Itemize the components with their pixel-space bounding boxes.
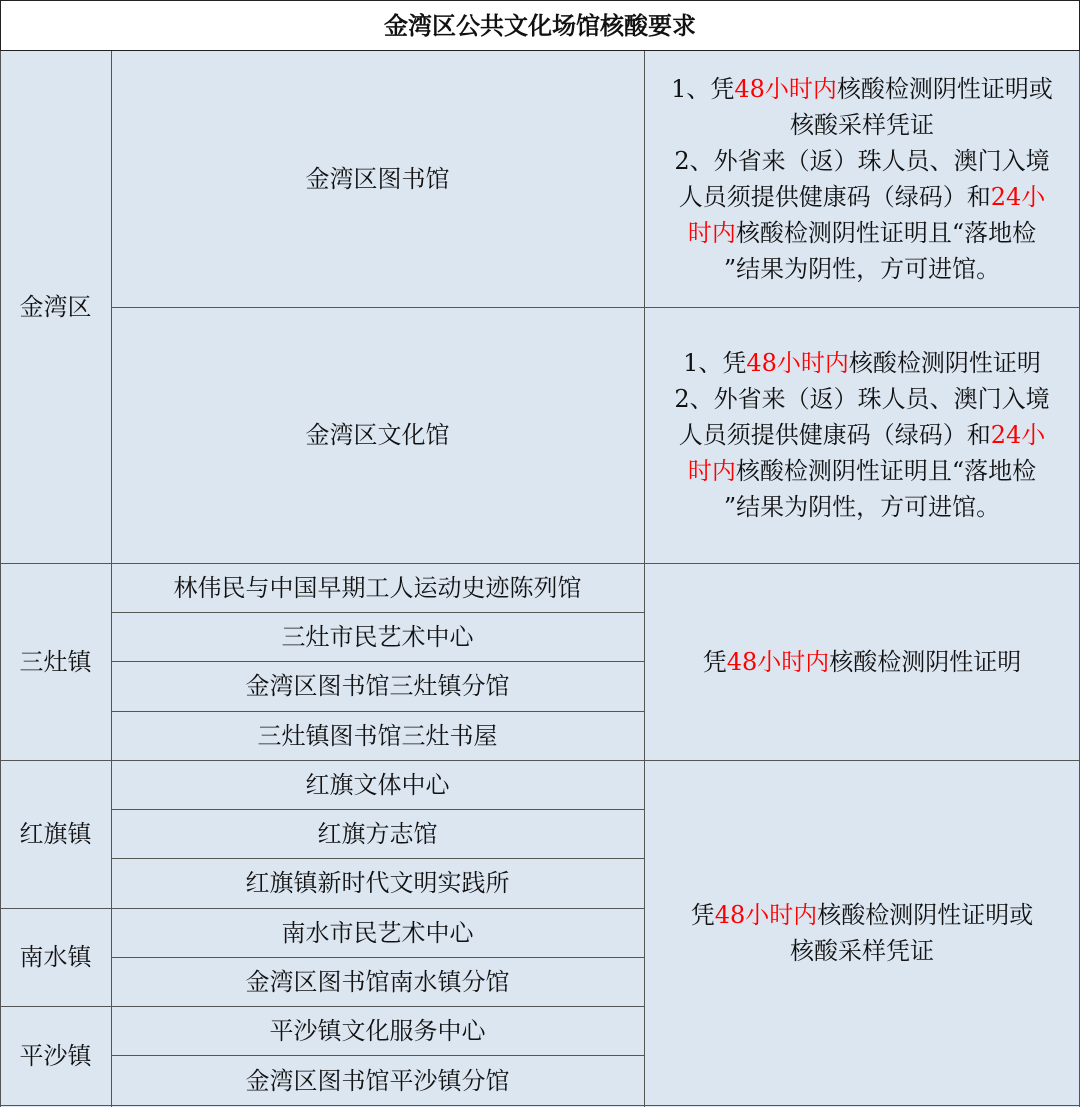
highlighted-time-text: 48小时内 bbox=[714, 901, 818, 929]
requirement-line bbox=[683, 345, 1041, 381]
grid-line bbox=[644, 51, 645, 1107]
highlighted-time-text: 48小时内 bbox=[726, 647, 830, 676]
requirement-line bbox=[724, 489, 1000, 525]
requirement-text: 核酸采样凭证 bbox=[790, 937, 934, 965]
grid-line bbox=[0, 563, 1080, 564]
requirement-text: 核酸检测阴性证明或 bbox=[836, 75, 1053, 103]
grid-line bbox=[111, 957, 644, 958]
grid-line bbox=[0, 908, 644, 909]
highlighted-time-text: 48小时内 bbox=[734, 75, 837, 103]
district-cell: 红旗镇 bbox=[19, 820, 92, 848]
requirement-text: 核酸检测阴性证明 bbox=[848, 349, 1041, 377]
requirement-text: 核酸检测阴性证明且“落地检 bbox=[735, 219, 1037, 247]
highlighted-time-text: 48小时内 bbox=[746, 349, 849, 377]
grid-line bbox=[0, 1105, 1080, 1106]
highlighted-time-text: 24小 bbox=[990, 421, 1046, 449]
requirement-text: ”结果为阴性，方可进馆。 bbox=[723, 255, 1001, 283]
venue-cell: 红旗文体中心 bbox=[305, 770, 450, 799]
requirement-text: ”结果为阴性，方可进馆。 bbox=[723, 493, 1001, 521]
grid-line bbox=[0, 760, 1080, 761]
requirement-text: 人员须提供健康码（绿码）和 bbox=[678, 183, 991, 211]
highlighted-time-text: 时内 bbox=[687, 457, 736, 485]
venue-cell: 三灶市民艺术中心 bbox=[281, 622, 474, 651]
grid-line bbox=[111, 661, 644, 662]
venue-cell: 红旗方志馆 bbox=[317, 819, 438, 848]
venue-cell: 红旗镇新时代文明实践所 bbox=[245, 869, 510, 897]
requirement-cell bbox=[644, 760, 1080, 1106]
requirement-line bbox=[724, 251, 1000, 287]
highlighted-time-text: 24小 bbox=[990, 183, 1046, 211]
requirement-line bbox=[688, 215, 1036, 251]
requirement-text: 核酸检测阴性证明 bbox=[829, 647, 1022, 676]
requirement-line bbox=[703, 644, 1022, 680]
grid-line bbox=[111, 51, 112, 1107]
requirement-text: 核酸检测阴性证明且“落地检 bbox=[735, 457, 1037, 485]
table-title: 金湾区公共文化场馆核酸要求 bbox=[0, 0, 1080, 51]
grid-line bbox=[111, 809, 644, 810]
requirement-text: 核酸采样凭证 bbox=[790, 111, 934, 139]
requirement-cell bbox=[644, 307, 1080, 563]
requirement-cell bbox=[644, 563, 1080, 760]
district-cell: 南水镇 bbox=[19, 943, 92, 971]
requirement-text: 核酸检测阴性证明或 bbox=[817, 901, 1034, 929]
requirement-text: 凭 bbox=[702, 647, 727, 676]
venue-cell: 南水市民艺术中心 bbox=[281, 918, 474, 947]
requirement-text: 1、凭 bbox=[683, 349, 747, 377]
requirement-line bbox=[691, 897, 1034, 933]
grid-line bbox=[111, 711, 644, 712]
requirement-line bbox=[674, 381, 1049, 417]
requirement-line bbox=[671, 71, 1053, 107]
venue-cell: 林伟民与中国早期工人运动史迹陈列馆 bbox=[173, 573, 582, 602]
requirement-line bbox=[679, 417, 1046, 453]
venue-cell: 金湾区文化馆 bbox=[305, 421, 450, 449]
grid-line bbox=[0, 1006, 644, 1007]
requirement-text: 人员须提供健康码（绿码）和 bbox=[678, 421, 991, 449]
requirement-line bbox=[679, 179, 1046, 215]
requirement-text: 凭 bbox=[690, 901, 715, 929]
highlighted-time-text: 时内 bbox=[687, 219, 736, 247]
venue-cell: 平沙镇文化服务中心 bbox=[269, 1016, 486, 1045]
grid-line bbox=[111, 1055, 644, 1056]
requirement-line bbox=[790, 107, 934, 143]
requirement-line bbox=[674, 143, 1049, 179]
requirement-cell bbox=[644, 51, 1080, 307]
requirement-line bbox=[688, 453, 1036, 489]
requirement-text: 1、凭 bbox=[671, 75, 735, 103]
requirement-text: 2、外省来（返）珠人员、澳门入境 bbox=[674, 147, 1050, 175]
grid-line bbox=[111, 858, 644, 859]
grid-line bbox=[111, 612, 644, 613]
grid-line bbox=[0, 51, 1, 1107]
venue-cell: 金湾区图书馆平沙镇分馆 bbox=[245, 1066, 510, 1095]
requirement-text: 2、外省来（返）珠人员、澳门入境 bbox=[674, 385, 1050, 413]
district-cell: 平沙镇 bbox=[19, 1042, 92, 1070]
requirement-line bbox=[790, 933, 934, 969]
venue-cell: 金湾区图书馆 bbox=[305, 165, 450, 193]
venue-cell: 三灶镇图书馆三灶书屋 bbox=[257, 721, 498, 750]
venue-cell: 金湾区图书馆三灶镇分馆 bbox=[245, 672, 510, 700]
district-cell: 三灶镇 bbox=[19, 647, 92, 676]
grid-line bbox=[111, 307, 1080, 308]
venue-cell: 金湾区图书馆南水镇分馆 bbox=[245, 967, 510, 996]
district-cell: 金湾区 bbox=[19, 293, 92, 321]
